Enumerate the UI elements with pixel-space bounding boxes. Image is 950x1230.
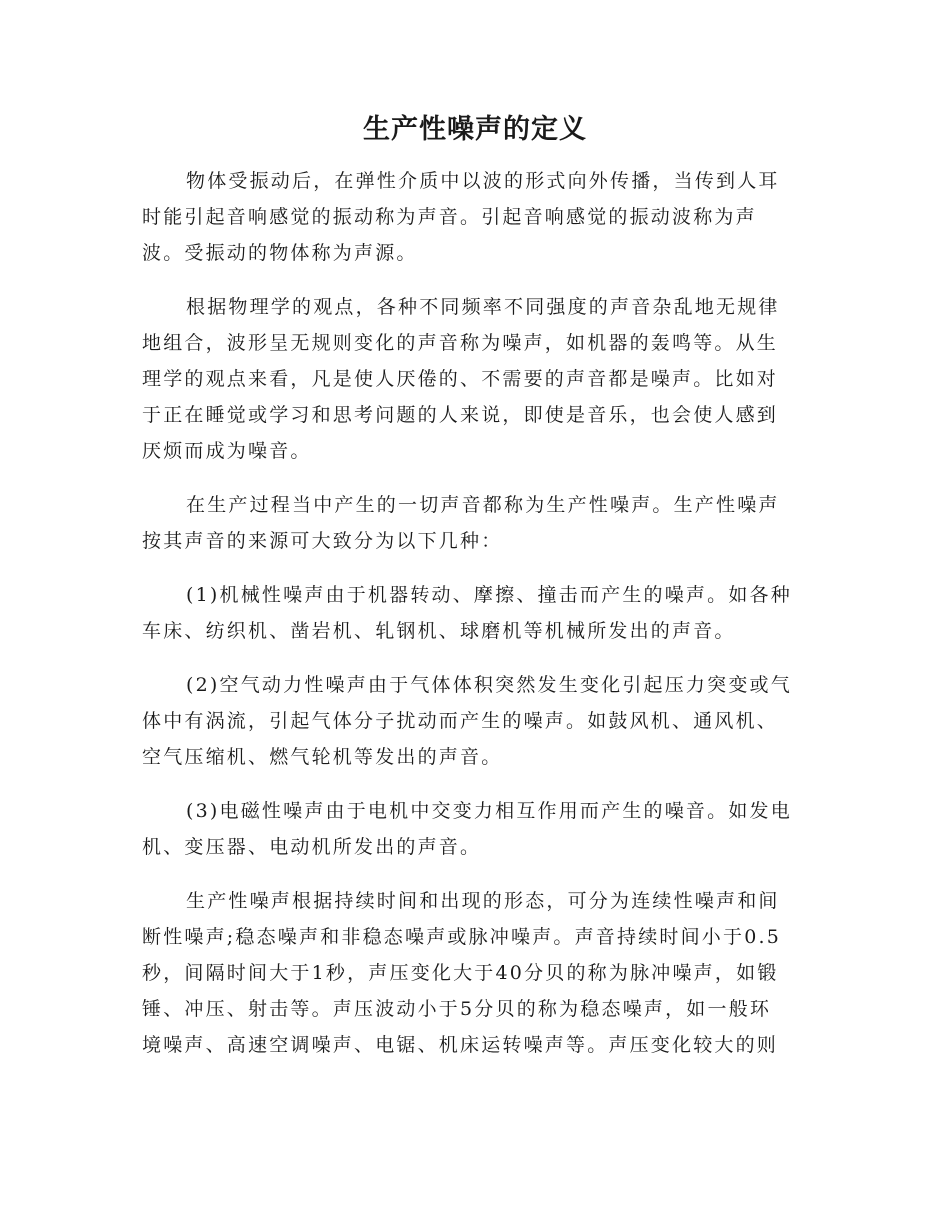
text-line: 波。受振动的物体称为声源。	[142, 242, 418, 264]
text-line: 物体受振动后，在弹性介质中以波的形式向外传播，当传到人耳	[186, 170, 780, 192]
text-line: 空气压缩机、燃气轮机等发出的声音。	[142, 746, 503, 768]
text-line: (1)机械性噪声由于机器转动、摩擦、撞击而产生的噪声。如各种	[186, 584, 792, 606]
text-line: 地组合，波形呈无规则变化的声音称为噪声，如机器的轰鸣等。从生	[142, 332, 779, 354]
text-line: 体中有涡流，引起气体分子扰动而产生的噪声。如鼓风机、通风机、	[142, 710, 779, 732]
text-line: 断性噪声;稳态噪声和非稳态噪声或脉冲噪声。声音持续时间小于0.5	[142, 926, 782, 948]
text-line: 在生产过程当中产生的一切声音都称为生产性噪声。生产性噪声	[186, 494, 780, 516]
text-line: (2)空气动力性噪声由于气体体积突然发生变化引起压力突变或气	[186, 674, 792, 696]
paragraph-electromagnetic-noise	[142, 793, 806, 865]
text-line: 车床、纺织机、凿岩机、轧钢机、球磨机等机械所发出的声音。	[142, 620, 736, 642]
text-line: 根据物理学的观点，各种不同频率不同强度的声音杂乱地无规律	[186, 296, 780, 318]
text-line: 机、变压器、电动机所发出的声音。	[142, 836, 482, 858]
text-line: 理学的观点来看，凡是使人厌倦的、不需要的声音都是噪声。比如对	[142, 368, 779, 390]
text-line: 秒，间隔时间大于1秒，声压变化大于40分贝的称为脉冲噪声，如锻	[142, 962, 779, 984]
text-line: 锤、冲压、射击等。声压波动小于5分贝的称为稳态噪声，如一般环	[142, 998, 772, 1020]
page-title: 生产性噪声的定义	[363, 114, 587, 145]
paragraph-production-noise	[142, 487, 806, 559]
paragraph-mechanical-noise	[142, 577, 806, 649]
text-line: 按其声音的来源可大致分为以下几种：	[142, 530, 503, 552]
text-line: 于正在睡觉或学习和思考问题的人来说，即使是音乐，也会使人感到	[142, 404, 779, 426]
text-line: 时能引起音响感觉的振动称为声音。引起音响感觉的振动波称为声	[142, 206, 757, 228]
paragraph-noise-definition	[142, 289, 806, 469]
paragraph-aerodynamic-noise	[142, 667, 806, 775]
paragraph-sound-definition	[142, 163, 806, 271]
text-line: 生产性噪声根据持续时间和出现的形态，可分为连续性噪声和间	[186, 890, 780, 912]
text-line: 境噪声、高速空调噪声、电锯、机床运转噪声等。声压变化较大的则	[142, 1034, 779, 1056]
text-line: (3)电磁性噪声由于电机中交变力相互作用而产生的噪音。如发电	[186, 800, 792, 822]
document-body	[142, 163, 806, 1081]
paragraph-noise-classification	[142, 883, 806, 1063]
text-line: 厌烦而成为噪音。	[142, 440, 312, 462]
